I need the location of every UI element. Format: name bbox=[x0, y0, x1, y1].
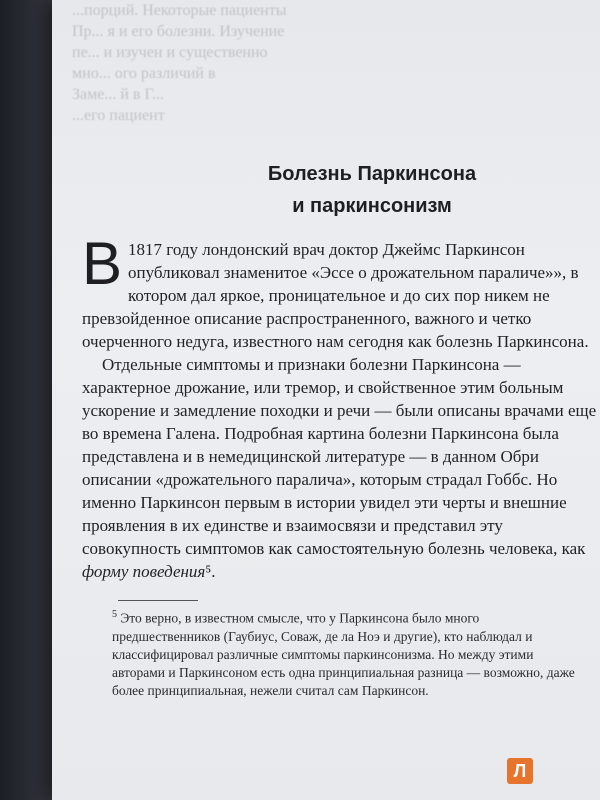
paragraph-2-text: Отдельные симптомы и признаки болезни Паркинсона — характерное дрожание, или тремор, и свойственное этим больным ускорение и замедление походки и речи — были описаны врачами еще во времена Галена. Подробная картина болезни Паркинсона была представлена и в немедицинской литературе — в данном Обри описании «дрожательного паралича», которым страдал Гоббс. Но именно Паркинсон первым в истории увидел эти черты и внешние проявления в их единстве и взаимосвязи и представил эту совокупность симптомов как самостоятельную болезнь человека, как bbox=[82, 355, 597, 558]
ghost-line: ...его пациент bbox=[72, 107, 165, 124]
ghost-line: ...порций. Некоторые пациенты bbox=[72, 2, 287, 19]
drop-cap: В bbox=[82, 230, 123, 297]
paragraph-1-text: 1817 году лондонский врач доктор Джеймс Паркинсон опубликовал знаменитое «Эссе о дрожательном параличе»», в котором дал яркое, проницательное и до сих пор никем не превзойденное описание распространенного, важного и четко очерченного недуга, известного нам сегодня как болезнь Паркинсона. bbox=[82, 240, 589, 351]
paragraph-1 bbox=[82, 230, 600, 353]
chapter-heading-line2: и паркинсонизм bbox=[292, 195, 452, 217]
footnote-divider bbox=[118, 600, 198, 601]
footnote-marker: 5 bbox=[112, 609, 117, 620]
footnote-reference: ⁵. bbox=[205, 562, 216, 581]
bleed-through-text bbox=[72, 0, 432, 180]
chapter-heading-line1: Болезнь Паркинсона bbox=[267, 163, 477, 185]
paragraph-2 bbox=[82, 353, 600, 583]
ghost-line: Пр... я и его болезни. Изучение bbox=[72, 23, 285, 40]
body-text bbox=[82, 230, 600, 583]
footnote bbox=[112, 606, 582, 700]
ghost-line: мно... ого различий в bbox=[72, 65, 216, 82]
footnote-text: Это верно, в известном смысле, что у Паркинсона было много предшественников (Гаубиус, Соваж, де ла Ноэ и другие), кто наблюдал и классифицировал различные симптомы паркинсонизма. Но между этими авторами и Паркинсоном есть одна принципиальная разница — возможно, даже более принципиальная, нежели считал сам Паркинсон. bbox=[112, 610, 575, 698]
chapter-heading bbox=[52, 158, 600, 222]
ghost-line: пе... и изучен и существенно bbox=[72, 44, 268, 61]
emphasis-text: форму поведения bbox=[82, 562, 206, 581]
ghost-line: Заме... й в Г... bbox=[72, 86, 164, 103]
book-page bbox=[52, 0, 600, 800]
publisher-logo-icon: Л bbox=[507, 758, 533, 784]
